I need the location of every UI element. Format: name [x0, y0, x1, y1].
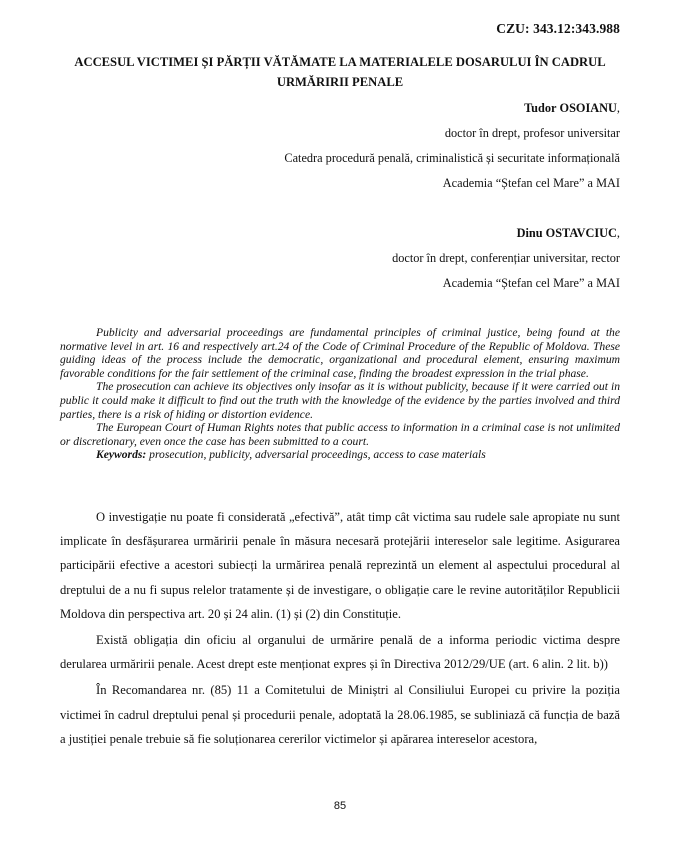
title-line-1: ACCESUL VICTIMEI ȘI PĂRȚII VĂTĂMATE LA MATERIALELE DOSARULUI ÎN CADRUL — [74, 55, 606, 69]
keywords — [60, 448, 620, 462]
author-block-1 — [284, 96, 620, 196]
author-last-name: OSOIANU — [559, 101, 617, 115]
abstract-paragraph: The European Court of Human Rights notes that public access to information in a criminal case is not unlimited or discretionary, even once the case has been submitted to a court. — [60, 421, 620, 448]
keywords-label: Keywords: — [96, 448, 147, 462]
author-block-2 — [392, 221, 620, 296]
udc-code: CZU: 343.12:343.988 — [496, 21, 620, 36]
author-degree: doctor în drept, conferențiar universitar, rector — [392, 251, 620, 265]
abstract-paragraph: The prosecution can achieve its objectives only insofar as it is without publicity, because if it were carried out in public it could make it difficult to find out the truth with the knowledge of the evidence by the parties involved and third parties, there is a risk of hiding or distortion evidence. — [60, 380, 620, 421]
page-number: 85 — [333, 800, 347, 812]
author-institution: Academia “Ștefan cel Mare” a MAI — [442, 276, 620, 290]
body-text — [60, 505, 620, 751]
abstract-paragraph: Publicity and adversarial proceedings are fundamental principles of criminal justice, being found at the normative level in art. 16 and respectively art.24 of the Code of Criminal Procedure of the Republic of Moldova. These guiding ideas of the process include the democratic, organizational and procedural element, ensuring maximum favorable conditions for the fair settlement of the criminal case, finding the broadest expression in the trial phase. — [60, 326, 620, 380]
keywords-text: prosecution, publicity, adversarial proceedings, access to case materials — [149, 448, 486, 462]
author-last-name: OSTAVCIUC — [545, 226, 617, 240]
body-paragraph: Există obligația din oficiu al organului de urmărire penală de a informa periodic victima despre derularea urmăririi penale. Acest drept este menționat expres și în Directiva 2012/29/UE (art. 6 alin. 2 lit. b)) — [60, 633, 620, 672]
abstract — [60, 326, 620, 462]
author-department: Catedra procedură penală, criminalistică și securitate informațională — [284, 151, 620, 165]
article-title — [60, 52, 620, 92]
title-line-2: URMĂRIRII PENALE — [276, 75, 404, 89]
author-first-name: Dinu — [516, 226, 543, 240]
author-name: Dinu OSTAVCIUC, — [516, 226, 620, 240]
author-name: Tudor OSOIANU, — [524, 101, 620, 115]
author-degree: doctor în drept, profesor universitar — [444, 126, 620, 140]
author-first-name: Tudor — [524, 101, 557, 115]
body-paragraph: O investigație nu poate fi considerată „efectivă”, atât timp cât victima sau rudele sale apropiate nu sunt implicate în desfășurarea urmăririi penale în măsura necesară protejării intereselor sale legitime. Asigurarea participării efective a acestori subiecți la urmărirea penală reprezintă un element al aspectului procedural al dreptului de a nu fi supus relelor tratamente și de investigare, o obligație care le revine autorităților Republicii Moldova din perspectiva art. 20 și 24 alin. (1) și (2) din Constituție. — [60, 510, 620, 621]
body-paragraph: În Recomandarea nr. (85) 11 a Comitetului de Miniștri al Consiliului Europei cu privire la poziția victimei în cadrul dreptului penal și procedurii penale, adoptată la 28.06.1985, se subliniază că funcția de bază a justiției penale trebuie să fie soluționarea cererilor victimelor și apărarea intereselor acestora, — [60, 683, 620, 746]
author-institution: Academia “Ștefan cel Mare” a MAI — [442, 176, 620, 190]
